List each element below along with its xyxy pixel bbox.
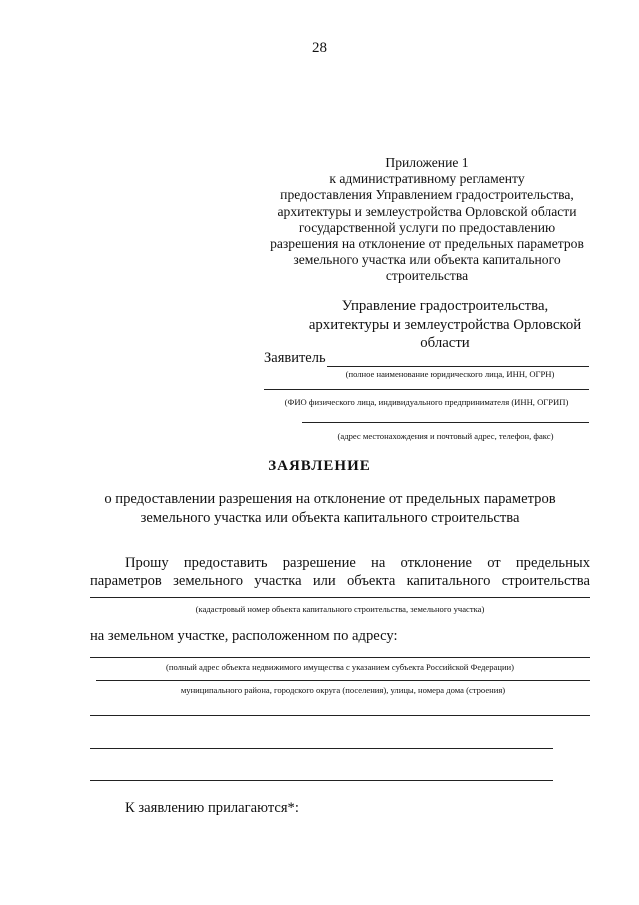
- appendix-line: разрешения на отклонение от предельных параметров: [270, 236, 584, 252]
- addressee-line: Управление градостроительства,: [341, 298, 549, 314]
- subject-line: о предоставлении разрешения на отклонение от предельных параметров: [104, 491, 556, 507]
- document-subject: [60, 490, 600, 527]
- appendix-line: земельного участка или объекта капитального: [293, 252, 561, 268]
- request-line-1: Прошу предоставить разрешение на отклонение от предельных: [125, 555, 590, 571]
- appendix-line: архитектуры и землеустройства Орловской области: [277, 203, 577, 219]
- cadastral-number-field[interactable]: [90, 597, 590, 598]
- applicant-address-field[interactable]: [302, 422, 589, 423]
- appendix-line: предоставления Управлением градостроительства,: [280, 187, 574, 203]
- blank-line[interactable]: [90, 780, 553, 781]
- plot-address-caption: (полный адрес объекта недвижимого имущества с указанием субъекта Российской Федерации): [166, 662, 514, 672]
- municipal-caption: муниципального района, городского округа (поселения), улицы, номера дома (строения): [180, 685, 506, 695]
- blank-line[interactable]: [90, 748, 553, 749]
- subject-line: земельного участка или объекта капитального строительства: [140, 509, 520, 526]
- applicant-legal-caption: (полное наименование юридического лица, ИНН, ОГРН): [345, 369, 555, 379]
- applicant-label: Заявитель: [264, 350, 326, 366]
- appendix-line: Приложение 1: [385, 155, 469, 170]
- appendix-line: к административному регламенту: [329, 171, 525, 187]
- attachments-label: К заявлению прилагаются*:: [125, 800, 299, 816]
- applicant-address-caption: (адрес местонахождения и почтовый адрес, телефон, факс): [337, 431, 554, 441]
- applicant-individual-caption: (ФИО физического лица, индивидуального предпринимателя (ИНН, ОГРИП): [284, 397, 569, 407]
- plot-address-field[interactable]: [90, 657, 590, 658]
- applicant-individual-field[interactable]: [264, 389, 589, 390]
- applicant-name-field[interactable]: [327, 352, 589, 367]
- page-number: 28: [312, 40, 327, 56]
- addressee-line: архитектуры и землеустройства Орловской: [308, 316, 582, 333]
- applicant-row: [264, 350, 589, 367]
- appendix-line: государственной услуги по предоставлению: [298, 219, 556, 235]
- plot-address-label: на земельном участке, расположенном по адресу:: [90, 628, 398, 644]
- addressee-block: [300, 297, 590, 353]
- appendix-line: строительства: [385, 268, 469, 284]
- cadastral-caption: (кадастровый номер объекта капитального строительства, земельного участка): [195, 604, 485, 614]
- document-title: ЗАЯВЛЕНИЕ: [268, 458, 371, 474]
- appendix-header: [262, 155, 592, 285]
- request-line-2: параметров земельного участка или объекта капитального строительства: [90, 573, 590, 589]
- municipal-field[interactable]: [96, 680, 590, 681]
- addressee-line: области: [420, 335, 470, 351]
- blank-line[interactable]: [90, 715, 590, 716]
